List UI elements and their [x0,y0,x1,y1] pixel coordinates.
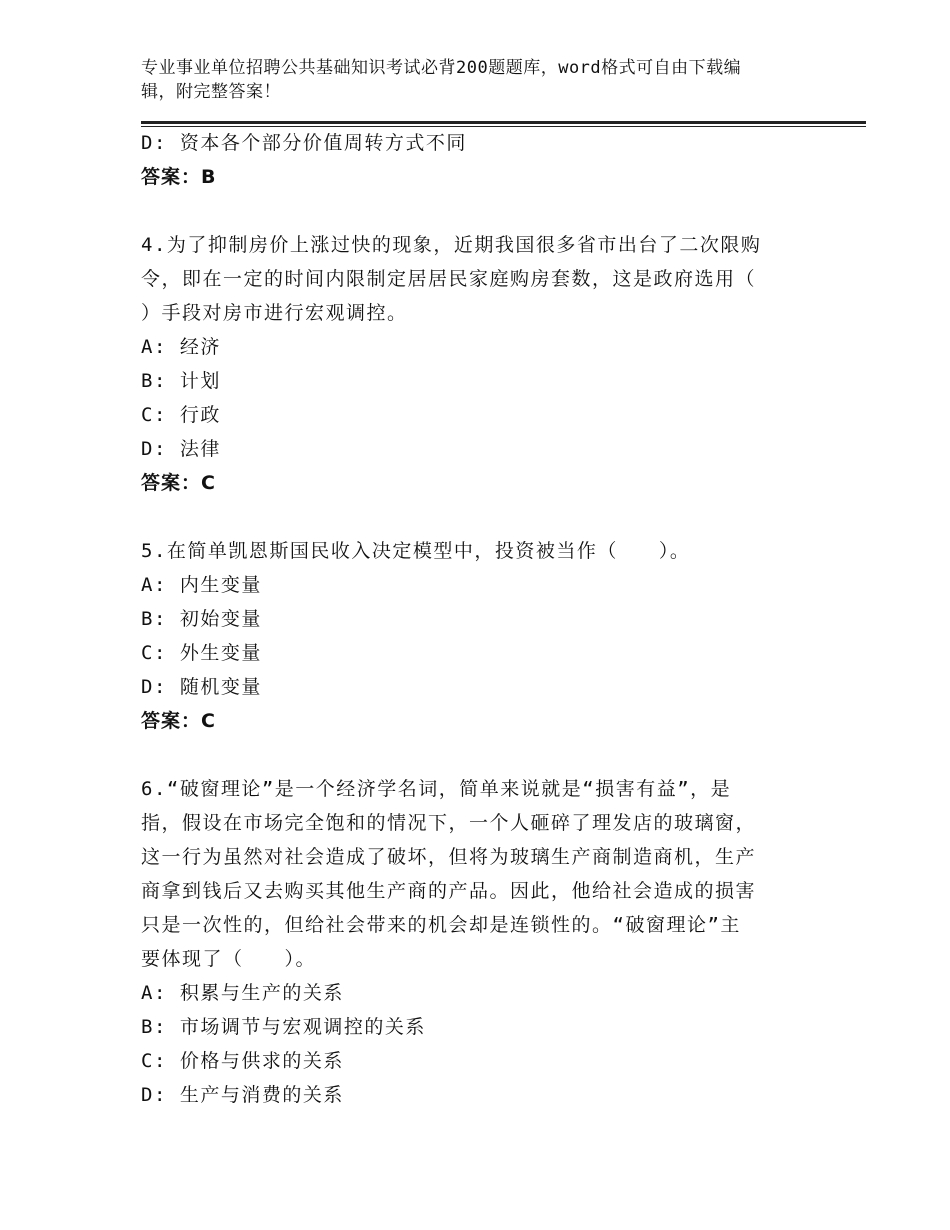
answer-continued: 答案：B [141,166,217,188]
spacer [141,738,801,772]
question-stem-line: 要体现了（ ）。 [141,948,317,970]
option-d: D: 随机变量 [141,676,262,698]
option-b: B: 初始变量 [141,608,262,630]
spacer [141,500,801,534]
header-text-line1: 专业事业单位招聘公共基础知识考试必背200题题库，word格式可自由下载编 [141,58,742,78]
option-c: C: 行政 [141,404,221,426]
option-b: B: 计划 [141,370,221,392]
option-d: D: 生产与消费的关系 [141,1084,344,1106]
option-a: A: 内生变量 [141,574,262,596]
option-d: D: 法律 [141,438,221,460]
option-b: B: 市场调节与宏观调控的关系 [141,1016,426,1038]
header-rule-thick [141,121,866,124]
question-6 [141,772,801,1112]
question-stem-line: 这一行为虽然对社会造成了破坏，但将为玻璃生产商制造商机，生产 [141,846,757,868]
question-stem-line: 指，假设在市场完全饱和的情况下，一个人砸碎了理发店的玻璃窗， [141,812,757,834]
option-c: C: 外生变量 [141,642,262,664]
question-stem-line: 只是一次性的，但给社会带来的机会却是连锁性的。“破窗理论”主 [141,914,741,936]
question-stem-line: 5.在简单凯恩斯国民收入决定模型中，投资被当作（ ）。 [141,540,691,562]
question-5 [141,534,801,738]
question-content [141,126,801,1112]
page-header [141,56,791,104]
header-text-line2: 辑，附完整答案！ [141,82,281,102]
question-stem-line: 4.为了抑制房价上涨过快的现象，近期我国很多省市出台了二次限购 [141,234,762,256]
answer: 答案：C [141,710,216,732]
option-a: A: 经济 [141,336,221,358]
question-stem-line: ）手段对房市进行宏观调控。 [141,302,408,324]
spacer [141,194,801,228]
option-d-continued: D: 资本各个部分价值周转方式不同 [141,132,467,154]
option-c: C: 价格与供求的关系 [141,1050,344,1072]
question-stem-line: 商拿到钱后又去购买其他生产商的产品。因此，他给社会造成的损害 [141,880,757,902]
question-4 [141,228,801,500]
option-a: A: 积累与生产的关系 [141,982,344,1004]
question-stem-line: 令，即在一定的时间内限制定居居民家庭购房套数，这是政府选用（ [141,268,757,290]
answer: 答案：C [141,472,216,494]
question-stem-line: 6.“破窗理论”是一个经济学名词，简单来说就是“损害有益”，是 [141,778,732,800]
